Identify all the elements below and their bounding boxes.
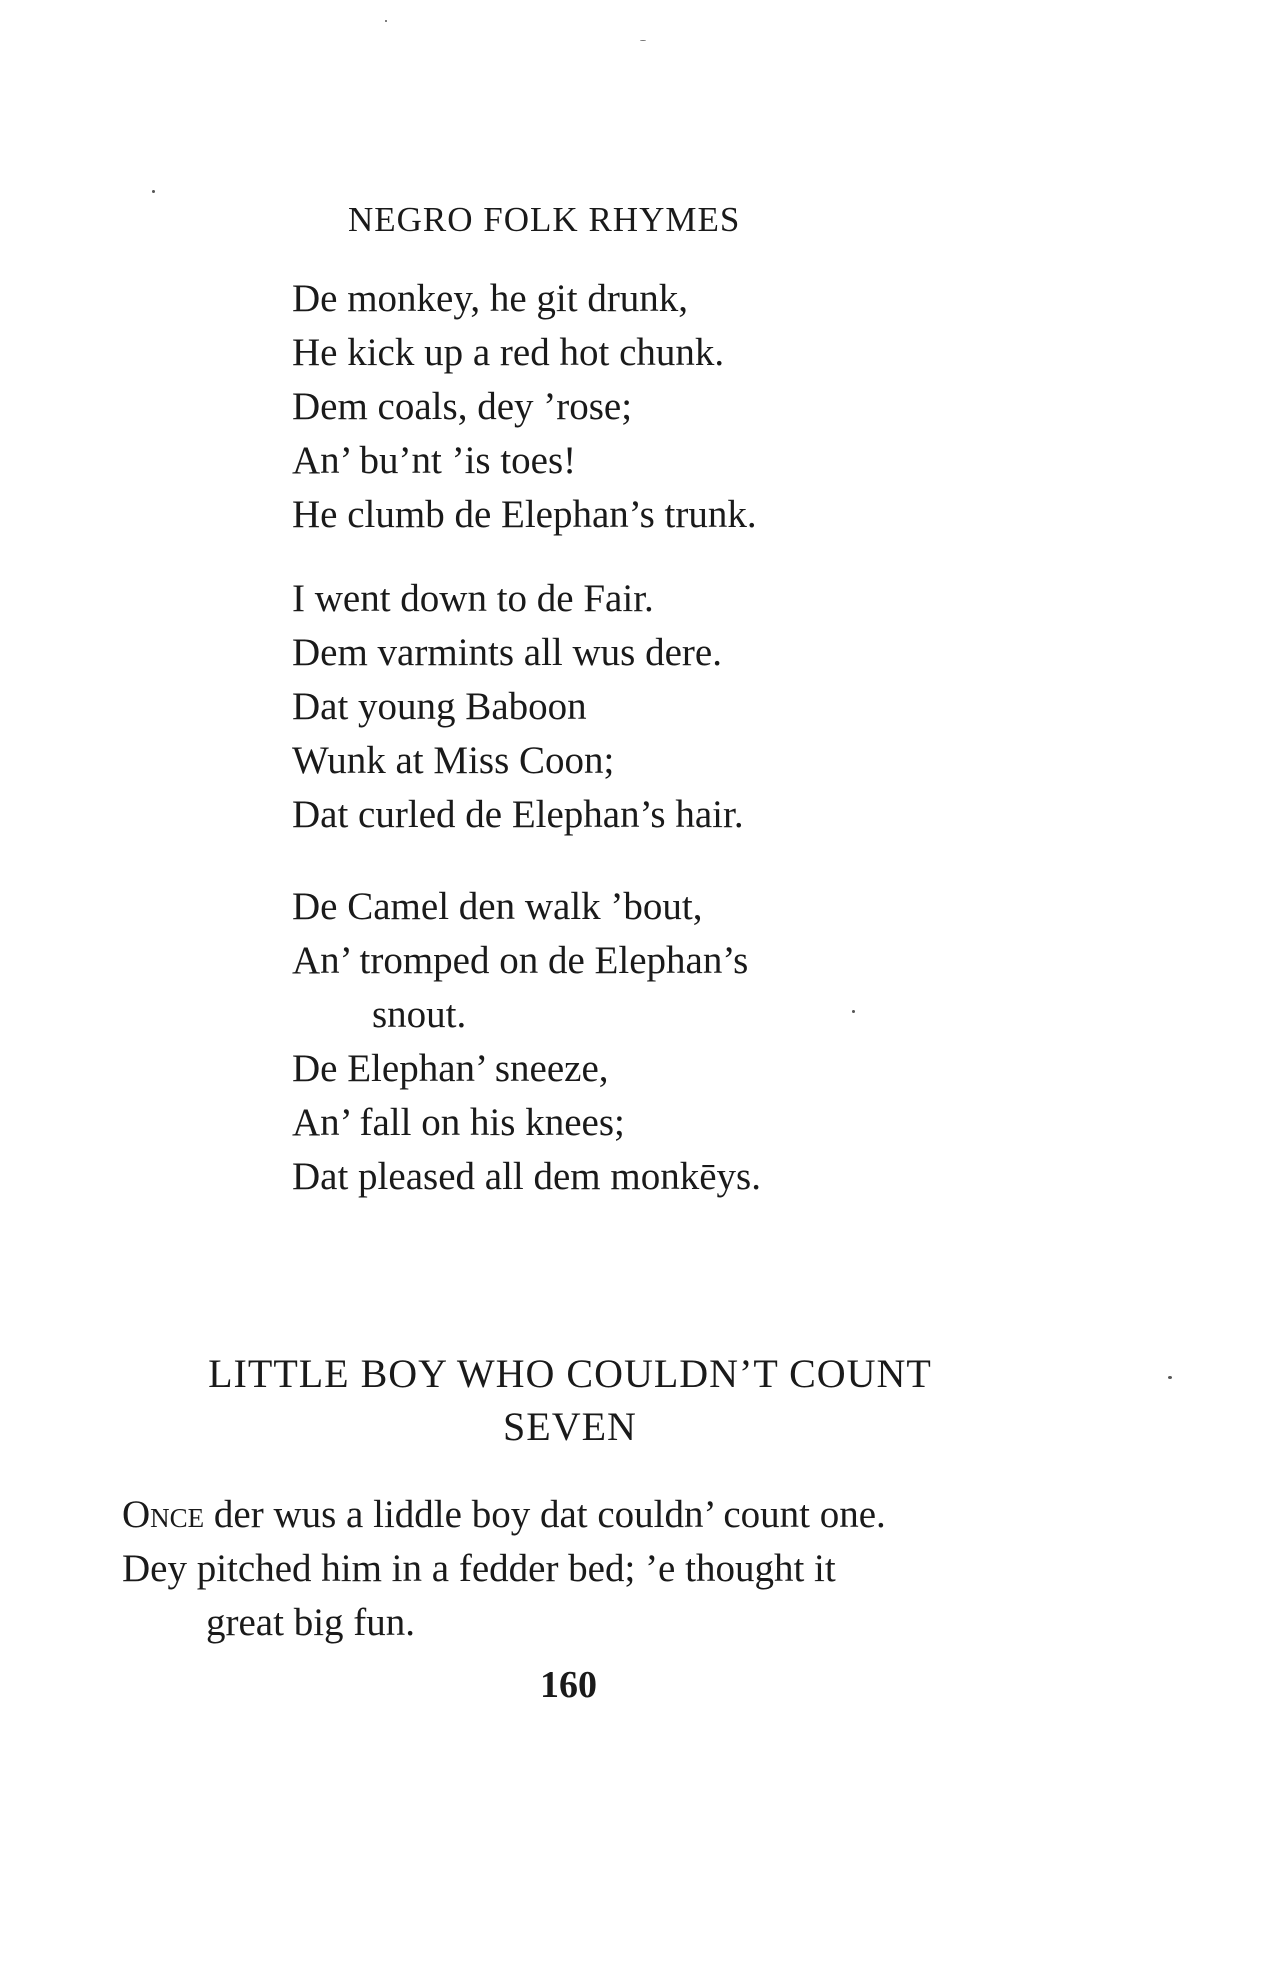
verse-line: An’ fall on his knees; bbox=[292, 1101, 625, 1144]
verse-line: De monkey, he git drunk, bbox=[292, 277, 689, 320]
body-line: Dey pitched him in a fedder bed; ’e thought it bbox=[122, 1547, 836, 1590]
scan-speck bbox=[152, 190, 155, 193]
verse-line: De Camel den walk ’bout, bbox=[292, 885, 703, 928]
scan-speck bbox=[1168, 1376, 1172, 1379]
verse-line: He kick up a red hot chunk. bbox=[292, 331, 725, 374]
page-number: 160 bbox=[540, 1664, 597, 1706]
verse-line: Dem coals, dey ’rose; bbox=[292, 385, 633, 428]
verse-line: De Elephan’ sneeze, bbox=[292, 1047, 609, 1090]
body-line bbox=[122, 1488, 886, 1542]
scan-speck bbox=[640, 40, 646, 41]
poem-stanza-3 bbox=[292, 880, 761, 1204]
section-title-line-1: LITTLE BOY WHO COULDN’T COUNT bbox=[208, 1351, 932, 1396]
verse-line: He clumb de Elephan’s trunk. bbox=[292, 493, 757, 536]
verse-line-continuation: snout. bbox=[372, 993, 467, 1036]
poem-stanza-1 bbox=[292, 272, 757, 542]
body-line-text: der wus a liddle boy dat couldn’ count one. bbox=[204, 1493, 886, 1536]
verse-line: Wunk at Miss Coon; bbox=[292, 739, 615, 782]
verse-line: An’ tromped on de Elephan’s bbox=[292, 939, 749, 982]
verse-line: An’ bu’nt ’is toes! bbox=[292, 439, 577, 482]
verse-line: Dat young Baboon bbox=[292, 685, 587, 728]
verse-line: Dem varmints all wus dere. bbox=[292, 631, 722, 674]
running-head: NEGRO FOLK RHYMES bbox=[348, 200, 741, 239]
poem-stanza-2 bbox=[292, 572, 744, 842]
opening-word: Once bbox=[122, 1493, 205, 1536]
section-title-line-2: SEVEN bbox=[503, 1404, 637, 1449]
body-line-continuation: great big fun. bbox=[206, 1601, 416, 1644]
verse-line: Dat pleased all dem monkēys. bbox=[292, 1155, 761, 1198]
section-body bbox=[122, 1488, 886, 1650]
verse-line: I went down to de Fair. bbox=[292, 577, 654, 620]
scan-speck bbox=[852, 1010, 855, 1013]
scan-speck bbox=[385, 20, 387, 22]
verse-line: Dat curled de Elephan’s hair. bbox=[292, 793, 744, 836]
